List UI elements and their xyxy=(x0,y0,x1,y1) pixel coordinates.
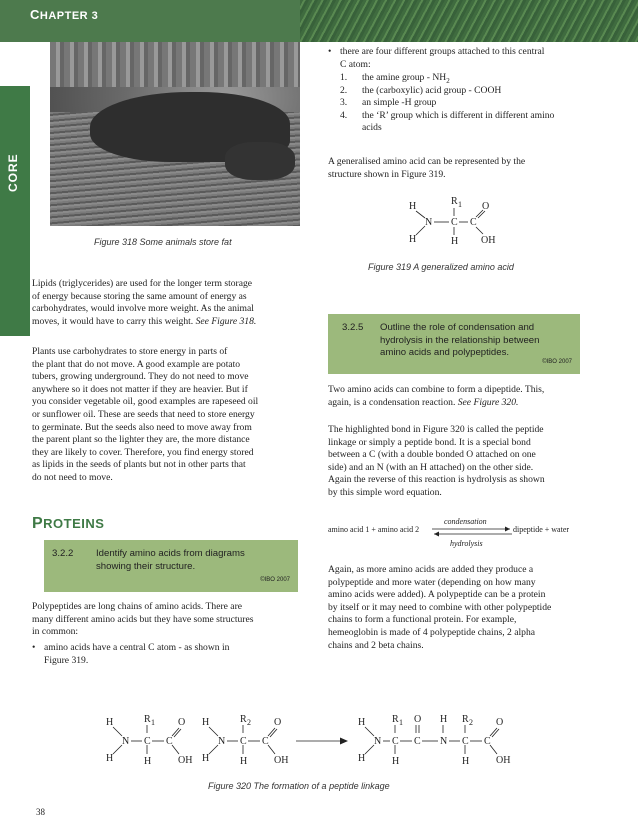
chem-h: H xyxy=(462,756,470,767)
figure-320-peptide-formation xyxy=(100,708,520,770)
list-item: 4. the ‘R’ group which is different in different amino xyxy=(340,109,555,121)
chapter-label: CHAPTER 3 xyxy=(30,7,99,22)
chem-h: H xyxy=(202,753,210,764)
chem-oh: OH xyxy=(481,235,496,246)
paragraph-dipeptide: Two amino acids can combine to form a dipeptide. This, again, is a condensation reaction. See Figure 320. xyxy=(328,384,545,408)
chem-r: R xyxy=(144,714,151,725)
chem-h: H xyxy=(358,717,366,728)
page-number: 38 xyxy=(36,807,45,817)
objective-box-3-2-5: 3.2.5 Outline the role of condensation and hydrolysis in the relationship between amino acids and polypeptides. ©IBO 2007 xyxy=(328,314,580,374)
chem-h: H xyxy=(409,234,417,245)
chem-oh: OH xyxy=(274,755,289,766)
chem-r: R xyxy=(451,196,458,207)
list-item: acids xyxy=(362,122,382,134)
chem-n: N xyxy=(425,217,433,228)
hippo-photo xyxy=(50,42,300,226)
chem-subscript: 1 xyxy=(458,200,462,209)
chem-r: R xyxy=(462,714,469,725)
group-list xyxy=(340,72,580,135)
figure-318-caption: Figure 318 Some animals store fat xyxy=(94,237,232,247)
chem-c: C xyxy=(451,217,458,228)
list-item: 1. the amine group - $NH_2$ xyxy=(340,72,450,85)
chem-subscript: 1 xyxy=(399,718,403,727)
equation-reverse-label: hydrolysis xyxy=(450,539,483,548)
equation-products: dipeptide + water xyxy=(513,525,570,534)
core-side-tab-label: CORE xyxy=(6,153,20,192)
chem-c: C xyxy=(470,217,477,228)
chem-h: H xyxy=(240,756,248,767)
figure-319-caption: Figure 319 A generalized amino acid xyxy=(368,262,514,272)
objective-box-3-2-2: 3.2.2 Identify amino acids from diagrams showing their structure. ©IBO 2007 xyxy=(44,540,298,592)
chem-oh: OH xyxy=(496,755,511,766)
chem-h: H xyxy=(358,753,366,764)
chem-h: H xyxy=(144,756,152,767)
figure-319-amino-acid-structure xyxy=(405,192,515,248)
list-item: 3. an simple -H group xyxy=(340,97,437,109)
proteins-heading: PROTEINS xyxy=(32,515,105,532)
paragraph-polypeptide: Again, as more amino acids are added they produce a polypeptide and more water (depending on how many amino acids were added). A polypeptide can be a protein by itself or it may need to combine with other polypeptide chains to form a functional protein. For example, hemeoglobin is made of 4 polypeptide chains, 2 alpha chains and 2 beta chains. xyxy=(328,564,552,651)
equation-reactants: amino acid 1 + amino acid 2 xyxy=(328,525,420,534)
chem-o: O xyxy=(482,201,490,212)
list-item: 2. the (carboxylic) acid group - COOH xyxy=(340,84,502,96)
chem-c: C xyxy=(144,736,151,747)
chem-n: N xyxy=(374,736,382,747)
paragraph-lipids: Lipids (triglycerides) are used for the longer term storage of energy because storing the same amount of energy as carbohydrates, would involve more weight. As the animal moves, it would have to carry this weight. See Figure 318. xyxy=(32,278,257,327)
chem-h: H xyxy=(202,717,210,728)
chem-r: R xyxy=(392,714,399,725)
chem-h: H xyxy=(451,236,459,247)
chem-h: H xyxy=(106,717,114,728)
figure-320-caption: Figure 320 The formation of a peptide linkage xyxy=(208,781,390,791)
chem-o: O xyxy=(414,714,422,725)
chem-c: C xyxy=(392,736,399,747)
chem-subscript: 2 xyxy=(469,718,473,727)
paragraph-polypeptides: Polypeptides are long chains of amino acids. There are many different amino acids but they have some structures in common: xyxy=(32,601,254,638)
chem-h: H xyxy=(392,756,400,767)
chem-o: O xyxy=(178,717,186,728)
equation-forward-label: condensation xyxy=(444,517,487,526)
chem-c: C xyxy=(462,736,469,747)
chem-oh: OH xyxy=(178,755,193,766)
chem-h: H xyxy=(409,201,417,212)
chem-subscript: 1 xyxy=(151,718,155,727)
chem-r: R xyxy=(240,714,247,725)
chem-c: C xyxy=(166,736,173,747)
chem-c: C xyxy=(484,736,491,747)
chem-h: H xyxy=(106,753,114,764)
header-grass-image xyxy=(300,0,638,42)
equilibrium-arrows xyxy=(432,526,512,538)
paragraph-generalised-amino-acid: A generalised amino acid can be represented by the structure shown in Figure 319. xyxy=(328,156,526,180)
chem-n: N xyxy=(122,736,130,747)
chem-n: N xyxy=(218,736,226,747)
chem-c: C xyxy=(240,736,247,747)
chem-c: C xyxy=(414,736,421,747)
chem-n: N xyxy=(440,736,448,747)
paragraph-plants: Plants use carbohydrates to store energy in parts of the plant that do not move. A good example are potato tubers, growing underground. They do not need to move anywhere so it does not matter if they are heavier. But if you consider vegetable oil, good examples are rapeseed oil or sunflower oil. These are seeds that need to store energy to germinate. But the seeds also need to move away from the parent plant so the lighter they are, the more distance they are likely to cover. Therefore, you find energy stored as lipids in the seeds of plants but not in other parts that do not need to move. xyxy=(32,346,259,483)
chem-o: O xyxy=(496,717,504,728)
chem-c: C xyxy=(262,736,269,747)
chem-o: O xyxy=(274,717,282,728)
paragraph-peptide-linkage: The highlighted bond in Figure 320 is called the peptide linkage or simply a peptide bond. It is a special bond between a C (with a double bonded O attached on one side) and an N (with an H attached) on the other side. Again the reverse of this reaction is hydrolysis as shown by this simple word equation. xyxy=(328,424,545,498)
chem-subscript: 2 xyxy=(247,718,251,727)
word-equation xyxy=(328,512,580,548)
chem-h: H xyxy=(440,714,448,725)
